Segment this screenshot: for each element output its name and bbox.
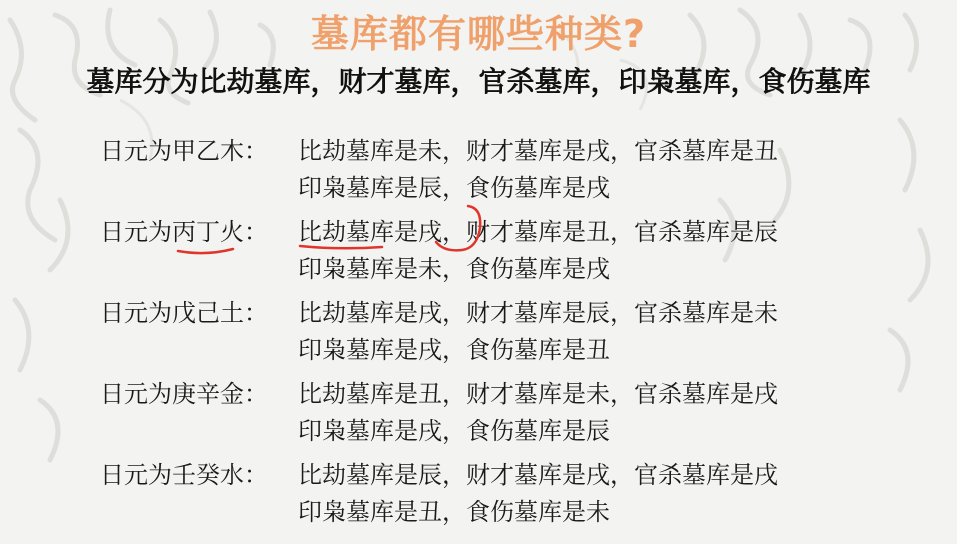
tomb-text-secondary: 印枭墓库是丑，食伤墓库是未 <box>298 498 610 526</box>
day-master-label: 日元为丙丁火： <box>100 218 268 246</box>
day-master-label: 日元为甲乙木： <box>100 137 268 165</box>
list-item <box>100 214 900 295</box>
row-line-1 <box>100 214 778 250</box>
day-master-label: 日元为戊己土： <box>100 299 268 327</box>
tomb-text-secondary: 印枭墓库是戌，食伤墓库是辰 <box>298 417 610 445</box>
slide-subtitle: 墓库分为比劫墓库，财才墓库，官杀墓库，印枭墓库，食伤墓库 <box>86 65 871 98</box>
tomb-text-primary: 比劫墓库是戌，财才墓库是丑，官杀墓库是辰 <box>298 218 778 246</box>
list-item <box>100 295 900 376</box>
list-item <box>100 376 900 457</box>
tomb-text-primary: 比劫墓库是丑，财才墓库是未，官杀墓库是戌 <box>298 380 778 408</box>
day-master-label: 日元为壬癸水： <box>100 461 268 489</box>
tomb-text-secondary: 印枭墓库是辰，食伤墓库是戌 <box>298 174 610 202</box>
row-line-1 <box>100 457 778 493</box>
tomb-storage-list <box>100 133 900 538</box>
tomb-text-primary: 比劫墓库是辰，财才墓库是戌，官杀墓库是戌 <box>298 461 778 489</box>
list-item <box>100 133 900 214</box>
row-line-1 <box>100 295 778 331</box>
tomb-text-secondary: 印枭墓库是未，食伤墓库是戌 <box>298 255 610 283</box>
list-item <box>100 457 900 538</box>
row-line-1 <box>100 133 778 169</box>
day-master-label: 日元为庚辛金： <box>100 380 268 408</box>
slide-title: 墓库都有哪些种类? <box>310 12 647 56</box>
tomb-text-primary: 比劫墓库是未，财才墓库是戌，官杀墓库是丑 <box>298 137 778 165</box>
tomb-text-secondary: 印枭墓库是戌，食伤墓库是丑 <box>298 336 610 364</box>
tomb-text-primary: 比劫墓库是戌，财才墓库是辰，官杀墓库是未 <box>298 299 778 327</box>
row-line-1 <box>100 376 778 412</box>
